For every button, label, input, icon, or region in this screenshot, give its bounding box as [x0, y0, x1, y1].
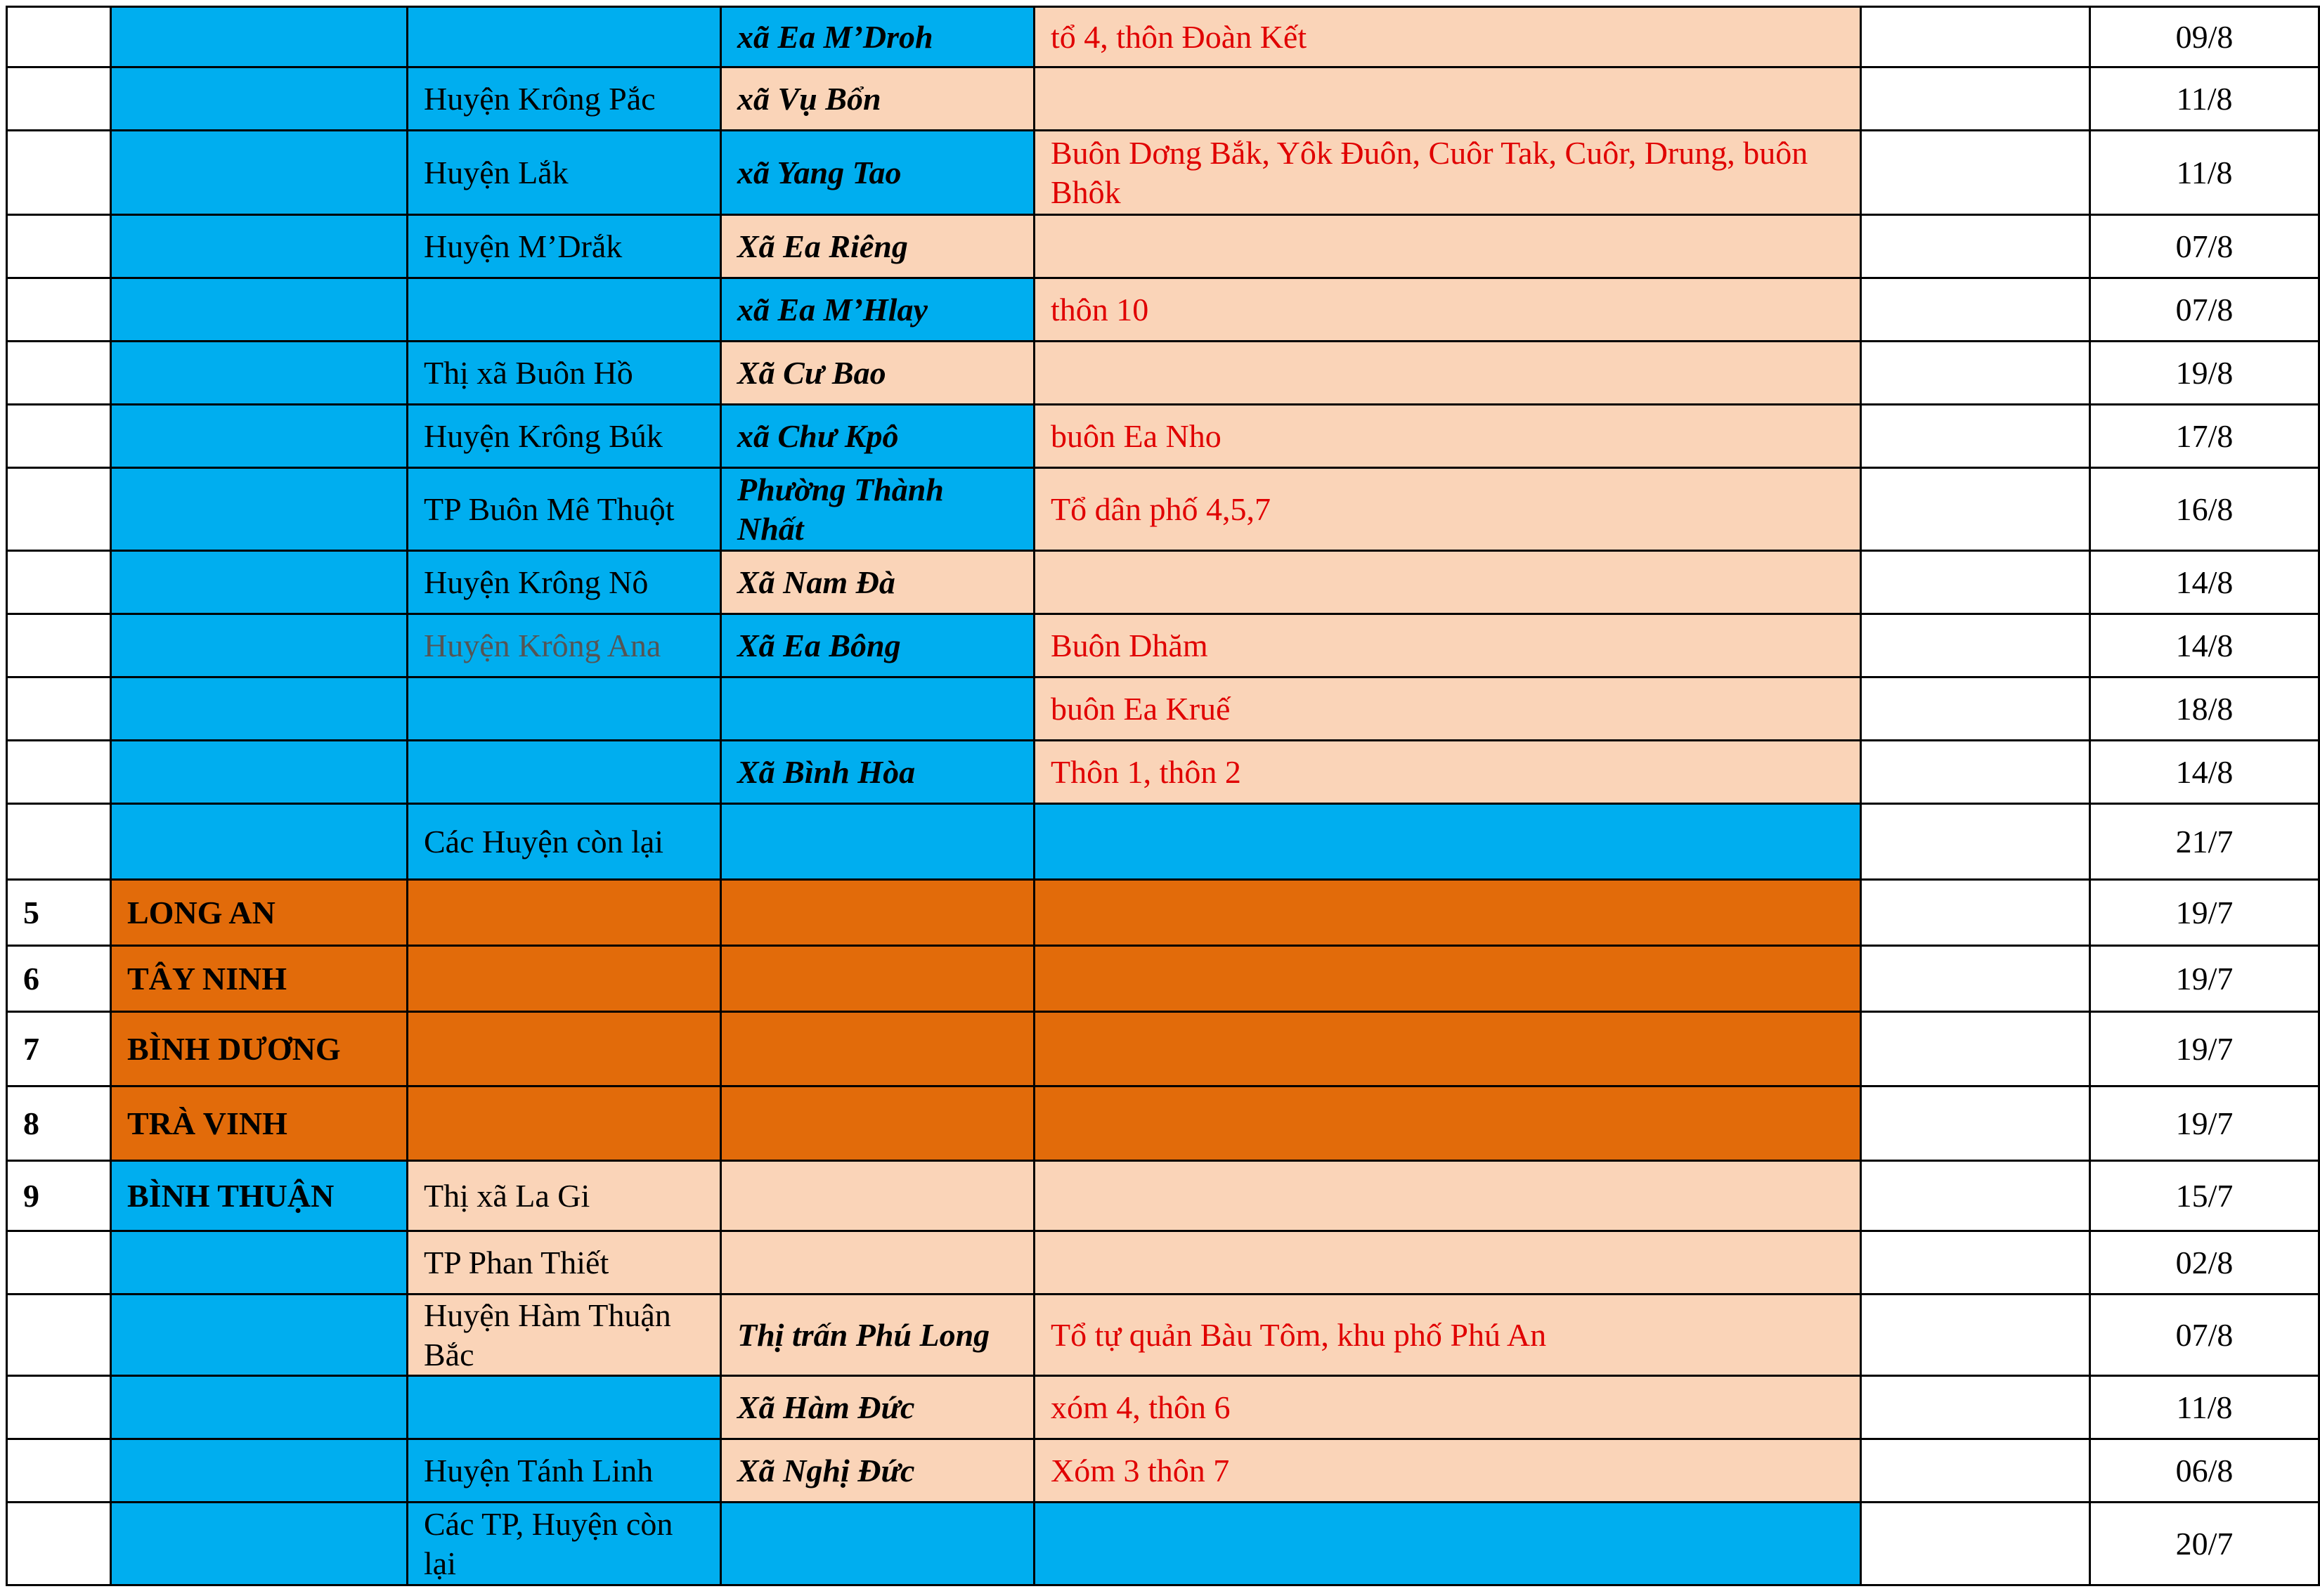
date-cell: 17/8: [2090, 405, 2319, 468]
table-row: [7, 131, 2319, 215]
province-cell: [111, 614, 408, 677]
row-number-cell: [7, 342, 111, 405]
commune-cell: [721, 804, 1035, 880]
location-cell: [1035, 804, 1861, 880]
province-cell: BÌNH DƯƠNG: [111, 1012, 408, 1086]
blank-cell: [1861, 67, 2090, 131]
commune-cell: [721, 1231, 1035, 1295]
date-cell: 20/7: [2090, 1503, 2319, 1585]
table-row: [7, 468, 2319, 551]
location-cell: [1035, 1012, 1861, 1086]
blank-cell: [1861, 1231, 2090, 1295]
blank-cell: [1861, 7, 2090, 67]
blank-cell: [1861, 946, 2090, 1012]
location-cell: [1035, 1231, 1861, 1295]
blank-cell: [1861, 1012, 2090, 1086]
commune-cell: [721, 1161, 1035, 1231]
province-cell: [111, 7, 408, 67]
location-cell: Thôn 1, thôn 2: [1035, 741, 1861, 804]
date-cell: 14/8: [2090, 551, 2319, 614]
province-cell: [111, 405, 408, 468]
commune-cell: xã Vụ Bổn: [721, 67, 1035, 131]
district-cell: Các TP, Huyện còn lại: [408, 1503, 721, 1585]
date-cell: 14/8: [2090, 741, 2319, 804]
district-cell: Thị xã La Gi: [408, 1161, 721, 1231]
district-cell: Huyện Krông Pắc: [408, 67, 721, 131]
table-row: [7, 67, 2319, 131]
blank-cell: [1861, 1295, 2090, 1376]
blank-cell: [1861, 1503, 2090, 1585]
row-number-cell: [7, 1503, 111, 1585]
blank-cell: [1861, 1161, 2090, 1231]
province-cell: [111, 67, 408, 131]
district-cell: Huyện Krông Ana: [408, 614, 721, 677]
district-cell: [408, 1012, 721, 1086]
date-cell: 18/8: [2090, 677, 2319, 741]
blank-cell: [1861, 278, 2090, 342]
province-cell: [111, 1295, 408, 1376]
date-cell: 19/7: [2090, 1086, 2319, 1161]
province-cell: BÌNH THUẬN: [111, 1161, 408, 1231]
province-cell: [111, 804, 408, 880]
table-row: [7, 741, 2319, 804]
location-cell: [1035, 1086, 1861, 1161]
date-cell: 21/7: [2090, 804, 2319, 880]
location-cell: xóm 4, thôn 6: [1035, 1376, 1861, 1439]
location-cell: [1035, 551, 1861, 614]
blank-cell: [1861, 468, 2090, 551]
district-cell: Huyện Tánh Linh: [408, 1439, 721, 1503]
date-cell: 15/7: [2090, 1161, 2319, 1231]
row-number-cell: [7, 741, 111, 804]
table-row: [7, 551, 2319, 614]
district-cell: [408, 7, 721, 67]
table-row: [7, 215, 2319, 278]
location-cell: Tổ dân phố 4,5,7: [1035, 468, 1861, 551]
row-number-cell: [7, 614, 111, 677]
district-cell: [408, 741, 721, 804]
location-cell: Buôn Dơng Bắk, Yôk Đuôn, Cuôr Tak, Cuôr, Drung, buôn Bhôk: [1035, 131, 1861, 215]
province-cell: [111, 342, 408, 405]
province-cell: [111, 131, 408, 215]
blank-cell: [1861, 405, 2090, 468]
district-cell: Huyện Hàm Thuận Bắc: [408, 1295, 721, 1376]
row-number-cell: [7, 677, 111, 741]
province-cell: [111, 677, 408, 741]
commune-cell: Xã Bình Hòa: [721, 741, 1035, 804]
district-cell: [408, 880, 721, 946]
row-number-cell: [7, 1231, 111, 1295]
blank-cell: [1861, 880, 2090, 946]
blank-cell: [1861, 1086, 2090, 1161]
table-row: [7, 880, 2319, 946]
location-cell: Tổ tự quản Bàu Tôm, khu phố Phú An: [1035, 1295, 1861, 1376]
province-cell: LONG AN: [111, 880, 408, 946]
row-number-cell: 8: [7, 1086, 111, 1161]
row-number-cell: [7, 67, 111, 131]
location-cell: [1035, 67, 1861, 131]
province-cell: [111, 1503, 408, 1585]
date-cell: 06/8: [2090, 1439, 2319, 1503]
location-cell: [1035, 1503, 1861, 1585]
commune-cell: Xã Ea Bông: [721, 614, 1035, 677]
commune-cell: [721, 677, 1035, 741]
district-cell: [408, 946, 721, 1012]
location-cell: [1035, 215, 1861, 278]
date-cell: 11/8: [2090, 131, 2319, 215]
row-number-cell: [7, 1376, 111, 1439]
table-row: [7, 1439, 2319, 1503]
location-cell: buôn Ea Nho: [1035, 405, 1861, 468]
location-cell: [1035, 342, 1861, 405]
province-cell: TÂY NINH: [111, 946, 408, 1012]
outbreak-table: [6, 6, 2320, 1586]
row-number-cell: 7: [7, 1012, 111, 1086]
province-cell: [111, 278, 408, 342]
row-number-cell: 5: [7, 880, 111, 946]
table-row: [7, 614, 2319, 677]
row-number-cell: 9: [7, 1161, 111, 1231]
table-row: [7, 7, 2319, 67]
blank-cell: [1861, 804, 2090, 880]
date-cell: 19/8: [2090, 342, 2319, 405]
district-cell: TP Phan Thiết: [408, 1231, 721, 1295]
district-cell: TP Buôn Mê Thuột: [408, 468, 721, 551]
table-row: [7, 946, 2319, 1012]
date-cell: 07/8: [2090, 1295, 2319, 1376]
commune-cell: [721, 946, 1035, 1012]
date-cell: 19/7: [2090, 880, 2319, 946]
table-row: [7, 1012, 2319, 1086]
table-row: [7, 1231, 2319, 1295]
date-cell: 09/8: [2090, 7, 2319, 67]
blank-cell: [1861, 677, 2090, 741]
row-number-cell: [7, 215, 111, 278]
province-cell: [111, 1376, 408, 1439]
row-number-cell: [7, 804, 111, 880]
location-cell: thôn 10: [1035, 278, 1861, 342]
district-cell: Huyện M’Drắk: [408, 215, 721, 278]
table-row: [7, 278, 2319, 342]
blank-cell: [1861, 551, 2090, 614]
date-cell: 11/8: [2090, 67, 2319, 131]
commune-cell: [721, 1503, 1035, 1585]
district-cell: Huyện Lắk: [408, 131, 721, 215]
table-row: [7, 1161, 2319, 1231]
blank-cell: [1861, 215, 2090, 278]
location-cell: [1035, 1161, 1861, 1231]
table-row: [7, 1086, 2319, 1161]
location-cell: Buôn Dhăm: [1035, 614, 1861, 677]
province-cell: [111, 1231, 408, 1295]
date-cell: 11/8: [2090, 1376, 2319, 1439]
district-cell: [408, 278, 721, 342]
commune-cell: Xã Cư Bao: [721, 342, 1035, 405]
row-number-cell: 6: [7, 946, 111, 1012]
table-row: [7, 342, 2319, 405]
table-row: [7, 1295, 2319, 1376]
district-cell: [408, 677, 721, 741]
location-cell: Xóm 3 thôn 7: [1035, 1439, 1861, 1503]
table-row: [7, 677, 2319, 741]
date-cell: 19/7: [2090, 1012, 2319, 1086]
date-cell: 02/8: [2090, 1231, 2319, 1295]
district-cell: Huyện Krông Búk: [408, 405, 721, 468]
district-cell: Thị xã Buôn Hồ: [408, 342, 721, 405]
commune-cell: Xã Hàm Đức: [721, 1376, 1035, 1439]
commune-cell: Thị trấn Phú Long: [721, 1295, 1035, 1376]
date-cell: 16/8: [2090, 468, 2319, 551]
blank-cell: [1861, 1376, 2090, 1439]
row-number-cell: [7, 405, 111, 468]
location-cell: tổ 4, thôn Đoàn Kết: [1035, 7, 1861, 67]
row-number-cell: [7, 468, 111, 551]
row-number-cell: [7, 551, 111, 614]
province-cell: [111, 741, 408, 804]
location-cell: [1035, 946, 1861, 1012]
row-number-cell: [7, 131, 111, 215]
blank-cell: [1861, 741, 2090, 804]
commune-cell: xã Yang Tao: [721, 131, 1035, 215]
table-row: [7, 804, 2319, 880]
district-cell: [408, 1376, 721, 1439]
province-cell: TRÀ VINH: [111, 1086, 408, 1161]
commune-cell: xã Ea M’Droh: [721, 7, 1035, 67]
commune-cell: Phường Thành Nhất: [721, 468, 1035, 551]
province-cell: [111, 551, 408, 614]
blank-cell: [1861, 1439, 2090, 1503]
commune-cell: xã Ea M’Hlay: [721, 278, 1035, 342]
location-cell: buôn Ea Kruế: [1035, 677, 1861, 741]
date-cell: 07/8: [2090, 278, 2319, 342]
district-cell: Huyện Krông Nô: [408, 551, 721, 614]
province-cell: [111, 215, 408, 278]
district-cell: Các Huyện còn lại: [408, 804, 721, 880]
blank-cell: [1861, 614, 2090, 677]
commune-cell: [721, 1086, 1035, 1161]
commune-cell: Xã Nam Đà: [721, 551, 1035, 614]
province-cell: [111, 468, 408, 551]
location-cell: [1035, 880, 1861, 946]
commune-cell: [721, 880, 1035, 946]
commune-cell: Xã Ea Riêng: [721, 215, 1035, 278]
table-row: [7, 1503, 2319, 1585]
date-cell: 07/8: [2090, 215, 2319, 278]
commune-cell: [721, 1012, 1035, 1086]
table-row: [7, 405, 2319, 468]
row-number-cell: [7, 278, 111, 342]
row-number-cell: [7, 1439, 111, 1503]
commune-cell: xã Chư Kpô: [721, 405, 1035, 468]
commune-cell: Xã Nghị Đức: [721, 1439, 1035, 1503]
date-cell: 14/8: [2090, 614, 2319, 677]
district-cell: [408, 1086, 721, 1161]
date-cell: 19/7: [2090, 946, 2319, 1012]
province-cell: [111, 1439, 408, 1503]
blank-cell: [1861, 131, 2090, 215]
table-row: [7, 1376, 2319, 1439]
row-number-cell: [7, 7, 111, 67]
row-number-cell: [7, 1295, 111, 1376]
blank-cell: [1861, 342, 2090, 405]
